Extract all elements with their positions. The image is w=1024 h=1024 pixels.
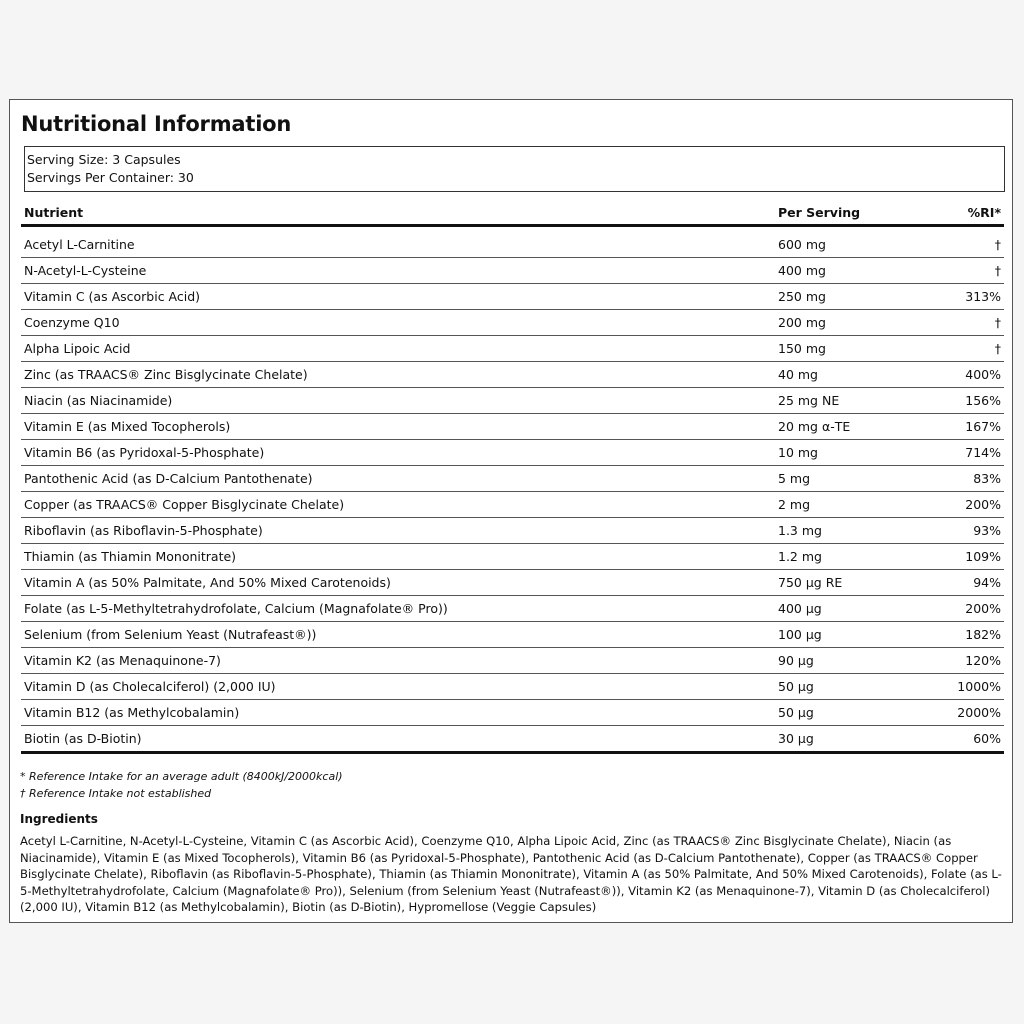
table-row [21, 466, 1004, 492]
per-serving-cell: 50 μg [775, 700, 918, 726]
nutrition-panel [9, 99, 1013, 923]
nutrient-name-cell: Vitamin A (as 50% Palmitate, And 50% Mixed Carotenoids) [21, 570, 775, 596]
ri-cell: 1000% [918, 674, 1004, 700]
per-serving-cell: 400 mg [775, 258, 918, 284]
ri-cell: 167% [918, 414, 1004, 440]
per-serving-cell: 250 mg [775, 284, 918, 310]
nutrient-name-cell: Pantothenic Acid (as D-Calcium Pantothenate) [21, 466, 775, 492]
ri-cell: † [918, 310, 1004, 336]
per-serving-cell: 90 μg [775, 648, 918, 674]
footnote-reference-intake: * Reference Intake for an average adult (8400kJ/2000kcal) [20, 770, 343, 783]
table-row [21, 726, 1004, 753]
ri-cell: 94% [918, 570, 1004, 596]
ri-cell: 714% [918, 440, 1004, 466]
nutrient-name-cell: Alpha Lipoic Acid [21, 336, 775, 362]
table-row [21, 622, 1004, 648]
per-serving-cell: 30 μg [775, 726, 918, 753]
nutrient-name-cell: Vitamin E (as Mixed Tocopherols) [21, 414, 775, 440]
table-header-row [21, 200, 1004, 226]
nutrient-name-cell: Vitamin K2 (as Menaquinone-7) [21, 648, 775, 674]
ri-cell: 120% [918, 648, 1004, 674]
ri-cell: 109% [918, 544, 1004, 570]
nutrient-name-cell: Niacin (as Niacinamide) [21, 388, 775, 414]
ri-cell: 93% [918, 518, 1004, 544]
ingredients-heading: Ingredients [20, 812, 98, 826]
per-serving-cell: 2 mg [775, 492, 918, 518]
footnote-not-established: † Reference Intake not established [20, 787, 212, 800]
per-serving-cell: 1.2 mg [775, 544, 918, 570]
ri-cell: † [918, 258, 1004, 284]
nutrient-name-cell: Riboflavin (as Riboflavin-5-Phosphate) [21, 518, 775, 544]
nutrient-table [21, 200, 1004, 754]
ri-cell: 83% [918, 466, 1004, 492]
ri-cell: † [918, 226, 1004, 258]
ri-cell: 400% [918, 362, 1004, 388]
per-serving-cell: 10 mg [775, 440, 918, 466]
table-row [21, 258, 1004, 284]
ri-cell: 200% [918, 492, 1004, 518]
header-ri: %RI* [918, 200, 1004, 226]
table-row [21, 414, 1004, 440]
nutrient-name-cell: Vitamin D (as Cholecalciferol) (2,000 IU) [21, 674, 775, 700]
table-row [21, 570, 1004, 596]
nutrient-name-cell: Biotin (as D-Biotin) [21, 726, 775, 753]
per-serving-cell: 150 mg [775, 336, 918, 362]
table-row [21, 700, 1004, 726]
header-per-serving: Per Serving [775, 200, 918, 226]
table-row [21, 492, 1004, 518]
nutrient-name-cell: Zinc (as TRAACS® Zinc Bisglycinate Chelate) [21, 362, 775, 388]
nutrient-name-cell: Vitamin C (as Ascorbic Acid) [21, 284, 775, 310]
nutrient-name-cell: Coenzyme Q10 [21, 310, 775, 336]
table-row [21, 388, 1004, 414]
table-row [21, 440, 1004, 466]
nutrient-name-cell: Acetyl L-Carnitine [21, 226, 775, 258]
servings-per-container: Servings Per Container: 30 [27, 170, 194, 185]
per-serving-cell: 20 mg α-TE [775, 414, 918, 440]
table-row [21, 518, 1004, 544]
nutrient-name-cell: Thiamin (as Thiamin Mononitrate) [21, 544, 775, 570]
nutrient-name-cell: Folate (as L-5-Methyltetrahydrofolate, Calcium (Magnafolate® Pro)) [21, 596, 775, 622]
nutrient-name-cell: Copper (as TRAACS® Copper Bisglycinate Chelate) [21, 492, 775, 518]
per-serving-cell: 50 μg [775, 674, 918, 700]
per-serving-cell: 5 mg [775, 466, 918, 492]
per-serving-cell: 100 μg [775, 622, 918, 648]
ri-cell: 156% [918, 388, 1004, 414]
nutrient-name-cell: Vitamin B12 (as Methylcobalamin) [21, 700, 775, 726]
nutrient-name-cell: Selenium (from Selenium Yeast (Nutrafeast®)) [21, 622, 775, 648]
nutrient-rows [21, 226, 1004, 753]
table-row [21, 336, 1004, 362]
ri-cell: 2000% [918, 700, 1004, 726]
ingredients-text: Acetyl L-Carnitine, N-Acetyl-L-Cysteine, Vitamin C (as Ascorbic Acid), Coenzyme Q10, Alpha Lipoic Acid, Zinc (as TRAACS® Zinc Bisglycinate Chelate), Niacin (as Niacinamide), Vitamin E (as Mixed Tocopherols), Vitamin B6 (as Pyridoxal-5-Phosphate), Pantothenic Acid (as D-Calcium Pantothenate), Copper (as TRAACS® Copper Bisglycinate Chelate), Riboflavin (as Riboflavin-5-Phosphate), Thiamin (as Thiamin Mononitrate), Vitamin A (as 50% Palmitate, And 50% Mixed Carotenoids), Folate (as L-5-Methyltetrahydrofolate, Calcium (Magnafolate® Pro)), Selenium (from Selenium Yeast (Nutrafeast®)), Vitamin K2 (as Menaquinone-7), Vitamin D (as Cholecalciferol) (2,000 IU), Vitamin B12 (as Methylcobalamin), Biotin (as D-Biotin), Hypromellose (Veggie Capsules) [20, 834, 1002, 914]
ri-cell: 313% [918, 284, 1004, 310]
per-serving-cell: 400 μg [775, 596, 918, 622]
ri-cell: 60% [918, 726, 1004, 753]
table-row [21, 226, 1004, 258]
per-serving-cell: 40 mg [775, 362, 918, 388]
nutrient-name-cell: Vitamin B6 (as Pyridoxal-5-Phosphate) [21, 440, 775, 466]
nutrient-name-cell: N-Acetyl-L-Cysteine [21, 258, 775, 284]
table-row [21, 310, 1004, 336]
serving-info-box [24, 146, 1005, 192]
per-serving-cell: 600 mg [775, 226, 918, 258]
table-row [21, 544, 1004, 570]
table-row [21, 284, 1004, 310]
table-row [21, 596, 1004, 622]
serving-size: Serving Size: 3 Capsules [27, 152, 181, 167]
per-serving-cell: 1.3 mg [775, 518, 918, 544]
ri-cell: † [918, 336, 1004, 362]
table-row [21, 362, 1004, 388]
per-serving-cell: 200 mg [775, 310, 918, 336]
per-serving-cell: 750 μg RE [775, 570, 918, 596]
table-row [21, 674, 1004, 700]
ri-cell: 182% [918, 622, 1004, 648]
table-row [21, 648, 1004, 674]
page-title: Nutritional Information [21, 112, 292, 136]
per-serving-cell: 25 mg NE [775, 388, 918, 414]
ri-cell: 200% [918, 596, 1004, 622]
header-nutrient: Nutrient [21, 200, 775, 226]
footnotes [20, 768, 343, 802]
